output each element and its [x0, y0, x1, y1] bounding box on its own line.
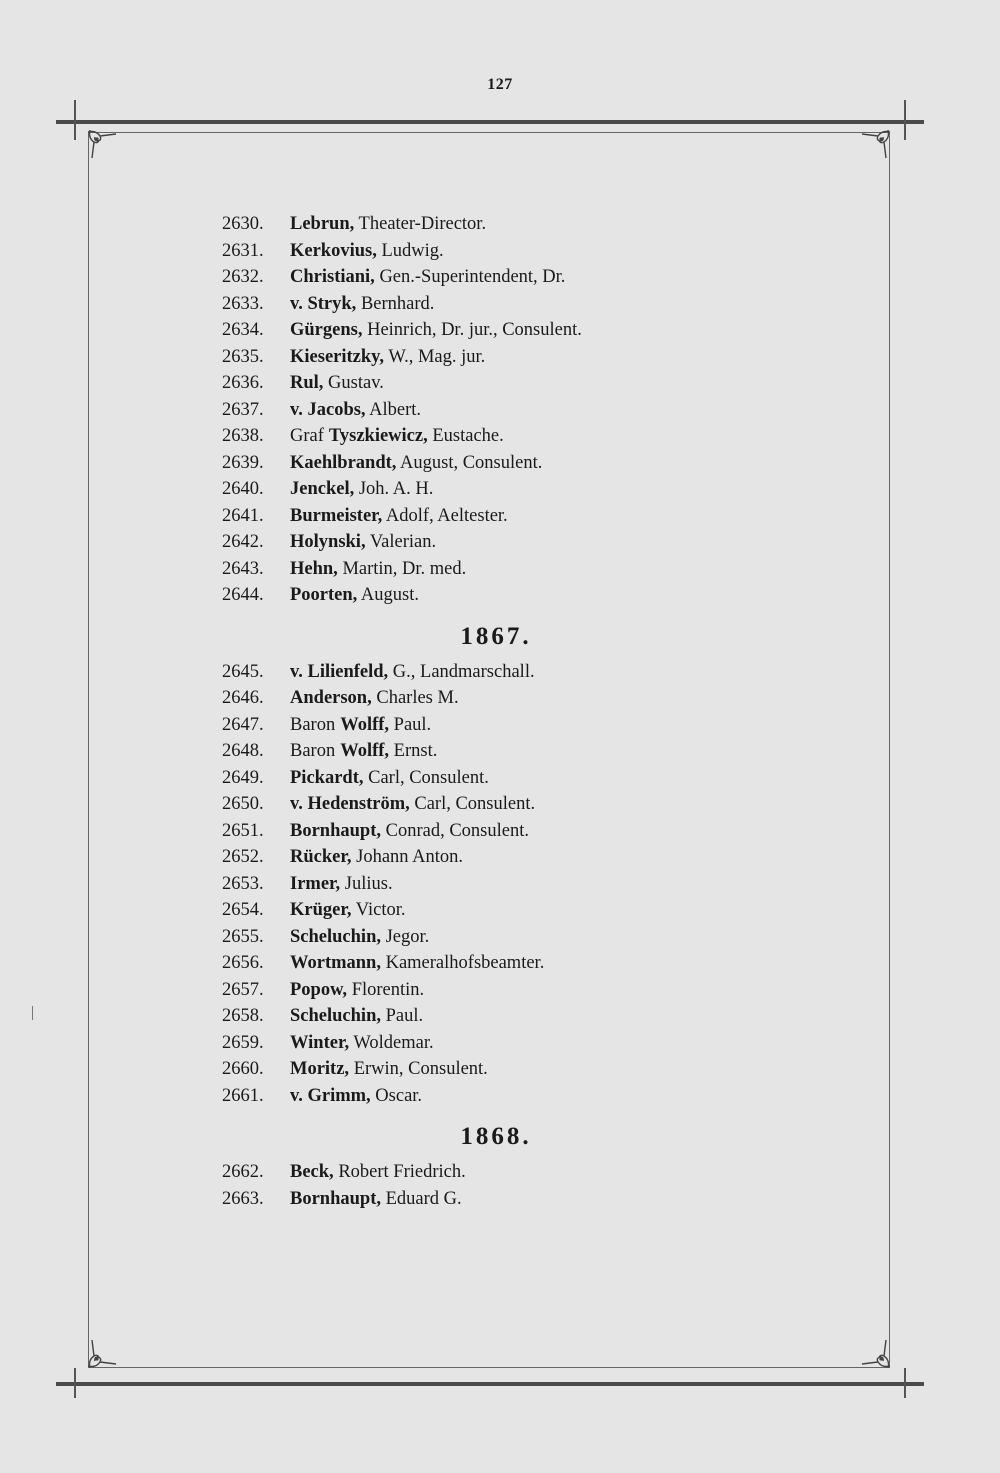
- entry-surname: Rücker,: [290, 847, 352, 867]
- entry-number: 2633.: [222, 293, 264, 314]
- entry-surname: Lebrun,: [290, 214, 355, 234]
- entry-number: 2663.: [222, 1188, 264, 1209]
- entry-details: Kameralhofsbeamter.: [380, 953, 545, 973]
- entry-surname: Krüger,: [290, 900, 352, 920]
- entry-surname: Hehn,: [290, 558, 338, 579]
- entry-surname: Winter,: [290, 1032, 350, 1053]
- entry-surname: Jenckel,: [290, 479, 355, 499]
- entry-number: 2640.: [222, 479, 264, 499]
- year-heading: 1867.: [460, 622, 532, 650]
- entry-details: Heinrich, Dr. jur., Consulent.: [362, 320, 582, 340]
- entry-details: Florentin.: [347, 979, 425, 1000]
- entry-details: Ernst.: [389, 741, 438, 761]
- entry-surname: Rul,: [290, 373, 324, 393]
- entry-surname: Holynski,: [290, 532, 366, 552]
- entry-details: Eduard G.: [381, 1188, 462, 1209]
- entry-details: Valerian.: [365, 532, 437, 552]
- entry-number: 2632.: [222, 267, 264, 287]
- entry-number: 2661.: [222, 1085, 264, 1106]
- entry-surname: Kieseritzky,: [290, 346, 385, 367]
- entry-number: 2656.: [222, 953, 264, 973]
- entry-surname: Tyszkiewicz,: [328, 426, 428, 446]
- entry-title-prefix: Graf: [290, 426, 324, 446]
- entry-details: August, Consulent.: [396, 452, 543, 473]
- entry-surname: v. Grimm,: [290, 1085, 371, 1106]
- list-item: [222, 821, 782, 848]
- list-item: [222, 662, 782, 689]
- list-item: [222, 426, 782, 453]
- frame-left-post-bottom: [74, 1368, 76, 1398]
- frame-right-post-bottom: [904, 1368, 906, 1398]
- entry-details: Martin, Dr. med.: [337, 558, 467, 579]
- entry-details: Bernhard.: [356, 293, 435, 314]
- entry-details: Carl, Consulent.: [409, 794, 536, 814]
- entry-number: 2660.: [222, 1059, 264, 1079]
- entry-number: 2655.: [222, 926, 264, 947]
- entry-number: 2654.: [222, 900, 264, 920]
- entry-number: 2651.: [222, 820, 264, 841]
- entry-surname: v. Stryk,: [290, 293, 357, 314]
- list-item: [222, 294, 782, 321]
- list-item: [222, 874, 782, 901]
- list-item: [222, 1059, 782, 1086]
- list-item: [222, 794, 782, 821]
- entry-number: 2637.: [222, 399, 264, 420]
- frame-top-rule: [56, 120, 924, 124]
- entry-surname: Christiani,: [290, 267, 375, 287]
- entry-details: Oscar.: [370, 1085, 423, 1106]
- frame-bottom-rule: [56, 1382, 924, 1386]
- list-item: [222, 453, 782, 480]
- year-heading: 1868.: [460, 1123, 532, 1150]
- entry-details: Adolf, Aeltester.: [382, 505, 508, 526]
- entry-number: 2638.: [222, 426, 264, 446]
- ornament-corner-icon: [858, 128, 892, 162]
- list-item: [222, 847, 782, 874]
- list-item: [222, 267, 782, 294]
- list-item: [222, 585, 782, 612]
- entry-number: 2646.: [222, 688, 264, 708]
- entry-details: Victor.: [351, 900, 406, 920]
- entry-details: Johann Anton.: [351, 847, 464, 867]
- list-item: [222, 400, 782, 427]
- entry-surname: Kerkovius,: [290, 240, 377, 261]
- member-list: [222, 214, 782, 1215]
- list-item: [222, 1162, 782, 1189]
- list-item: [222, 900, 782, 927]
- entry-surname: v. Jacobs,: [290, 399, 366, 420]
- entry-details: Paul.: [380, 1006, 424, 1026]
- entry-details: Woldemar.: [349, 1032, 434, 1053]
- frame-right-post-top: [904, 100, 906, 140]
- list-item: [222, 532, 782, 559]
- entry-number: 2642.: [222, 532, 264, 552]
- entry-number: 2649.: [222, 767, 264, 788]
- entry-number: 2657.: [222, 979, 264, 1000]
- list-item: [222, 479, 782, 506]
- entry-details: Robert Friedrich.: [333, 1162, 466, 1182]
- entry-details: Carl, Consulent.: [363, 767, 489, 788]
- entry-details: G., Landmarschall.: [388, 661, 535, 682]
- entry-surname: Wortmann,: [290, 953, 381, 973]
- entry-details: August.: [357, 585, 419, 605]
- entry-surname: Scheluchin,: [290, 1006, 381, 1026]
- list-item: [222, 214, 782, 241]
- entry-number: 2659.: [222, 1032, 264, 1053]
- list-item: [222, 688, 782, 715]
- list-item: [222, 241, 782, 268]
- entry-number: 2647.: [222, 714, 264, 735]
- entry-surname: Bornhaupt,: [290, 1188, 381, 1209]
- entry-number: 2653.: [222, 873, 264, 894]
- list-item: [222, 320, 782, 347]
- entry-details: Joh. A. H.: [354, 479, 434, 499]
- page-number: 127: [487, 76, 513, 93]
- list-item: [222, 741, 782, 768]
- entry-surname: Burmeister,: [290, 505, 383, 526]
- list-item: [222, 980, 782, 1007]
- margin-mark: [32, 1006, 33, 1020]
- list-item: [222, 1033, 782, 1060]
- entry-number: 2636.: [222, 373, 264, 393]
- entry-surname: Kaehlbrandt,: [290, 452, 397, 473]
- entry-surname: Anderson,: [290, 688, 372, 708]
- entry-details: Ludwig.: [376, 240, 444, 261]
- entry-number: 2634.: [222, 320, 264, 340]
- entry-surname: Poorten,: [290, 585, 358, 605]
- entry-number: 2662.: [222, 1162, 264, 1182]
- entry-surname: Popow,: [290, 979, 348, 1000]
- entry-number: 2631.: [222, 240, 264, 261]
- list-item: [222, 506, 782, 533]
- list-item: [222, 1006, 782, 1033]
- entry-number: 2652.: [222, 847, 264, 867]
- list-item: [222, 953, 782, 980]
- list-item: [222, 715, 782, 742]
- list-item: [222, 927, 782, 954]
- entry-details: Paul.: [389, 714, 432, 735]
- entry-surname: Pickardt,: [290, 767, 364, 788]
- entry-surname: Gürgens,: [290, 320, 363, 340]
- ornament-corner-icon: [86, 128, 120, 162]
- entry-details: Albert.: [365, 399, 422, 420]
- entry-surname: Wolff,: [340, 741, 390, 761]
- entry-surname: Wolff,: [340, 714, 390, 735]
- entry-number: 2641.: [222, 505, 264, 526]
- entry-details: W., Mag. jur.: [384, 346, 486, 367]
- ornament-corner-icon: [86, 1336, 120, 1370]
- entry-surname: v. Hedenström,: [290, 794, 410, 814]
- entry-details: Theater-Director.: [354, 214, 487, 234]
- list-item: [222, 559, 782, 586]
- entry-details: Gustav.: [323, 373, 384, 393]
- list-item: [222, 347, 782, 374]
- entry-surname: Bornhaupt,: [290, 820, 381, 841]
- entry-details: Erwin, Consulent.: [349, 1059, 488, 1079]
- entry-details: Gen.-Superintendent, Dr.: [374, 267, 566, 287]
- entry-number: 2645.: [222, 661, 264, 682]
- entry-surname: Beck,: [290, 1162, 334, 1182]
- entry-number: 2658.: [222, 1006, 264, 1026]
- list-item: [222, 768, 782, 795]
- entry-number: 2643.: [222, 558, 264, 579]
- entry-details: Julius.: [340, 873, 393, 894]
- frame-left-post-top: [74, 100, 76, 140]
- ornament-corner-icon: [858, 1336, 892, 1370]
- entry-number: 2648.: [222, 741, 264, 761]
- entry-number: 2630.: [222, 214, 264, 234]
- list-item: [222, 373, 782, 400]
- entry-surname: Scheluchin,: [290, 926, 381, 947]
- entry-number: 2635.: [222, 346, 264, 367]
- entry-details: Conrad, Consulent.: [381, 820, 529, 841]
- entry-number: 2650.: [222, 794, 264, 814]
- entry-number: 2639.: [222, 452, 264, 473]
- entry-title-prefix: Baron: [290, 741, 336, 761]
- entry-details: Charles M.: [371, 688, 459, 708]
- entry-surname: v. Lilienfeld,: [290, 661, 389, 682]
- entry-title-prefix: Baron: [290, 714, 336, 735]
- entry-number: 2644.: [222, 585, 264, 605]
- entry-surname: Irmer,: [290, 873, 341, 894]
- entry-details: Jegor.: [380, 926, 430, 947]
- entry-details: Eustache.: [427, 426, 504, 446]
- list-item: [222, 1086, 782, 1113]
- list-item: [222, 1189, 782, 1216]
- entry-surname: Moritz,: [290, 1059, 350, 1079]
